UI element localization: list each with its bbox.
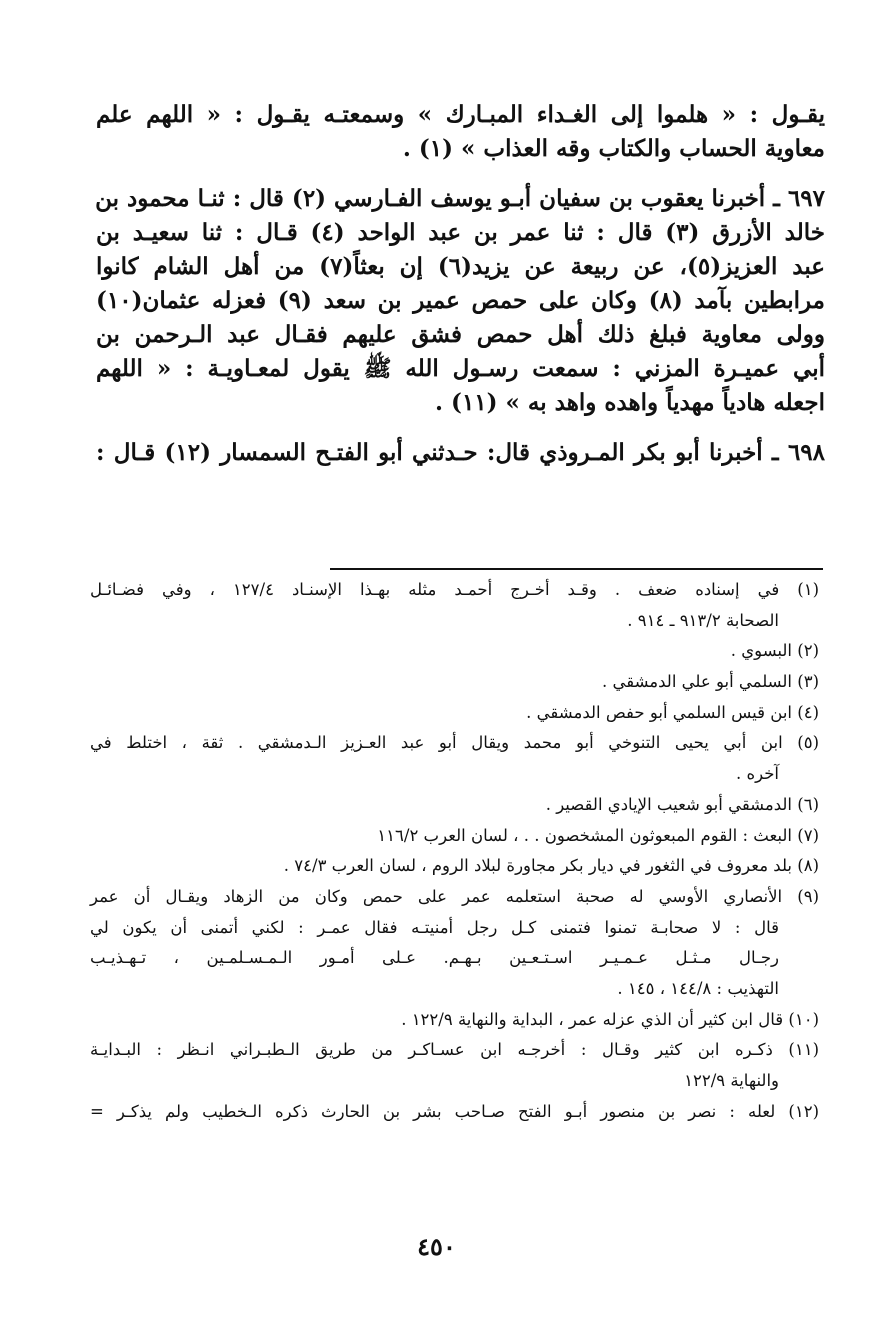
footnote-12: (١٢) لعله : نصر بن منصور أبـو الفتح صـاحب بشر بن الحارث ذكره الـخطيب ولم يذكـر =: [90, 1101, 819, 1121]
main-text: [96, 98, 825, 470]
footnote-6: (٦) الدمشقي أبو شعيب الإيادي القصير .: [545, 794, 819, 814]
hadith-697-line: ٦٩٧ ـ أخبرنا يعقوب بن سفيان أبـو يوسف الفـارسي (٢) قال : ثنـا محمود بن: [95, 185, 825, 212]
main-line: أبي عميـرة المزني : سمعت رسـول الله ﷺ يقول لمعـاويـة : « اللهم: [96, 355, 825, 382]
main-line: خالد الأزرق (٣) قال : ثنا عمر بن عبد الواحد (٤) قـال : ثنا سعيـد بن: [96, 219, 825, 246]
footnote-2: (٢) البسوي .: [730, 641, 819, 661]
main-line: يقـول : « هلموا إلى الغـداء المبـارك » وسمعتـه يقـول : « اللهم علم: [96, 101, 825, 128]
footnotes: [90, 575, 819, 1127]
footnote-1-cont: الصحابة ٩١٣/٢ ـ ٩١٤ .: [627, 610, 779, 630]
footnote-10: (١٠) قال ابن كثير أن الذي عزله عمر ، البداية والنهاية ١٢٢/٩ .: [401, 1009, 819, 1029]
footnote-9-cont: قال : لا صحابـة تمنوا فتمنى كـل رجل أمنيتـه فقال عمـر : لكني أتمنى أن يكون لي: [90, 917, 779, 937]
footnote-8: (٨) بلد معروف في الثغور في ديار بكر مجاورة لبلاد الروم ، لسان العرب ٧٤/٣ .: [283, 856, 819, 876]
main-line: معاوية الحساب والكتاب وقه العذاب » (١) .: [402, 135, 825, 162]
footnote-9-cont: التهذيب : ١٤٤/٨ ، ١٤٥ .: [617, 978, 779, 998]
main-line: وولى معاوية فبلغ ذلك أهل حمص فشق عليهم فقـال عبد الـرحمن بن: [96, 321, 825, 348]
hadith-698-line: ٦٩٨ ـ أخبرنا أبو بكر المـروذي قال: حـدثني أبو الفتـح السمسار (١٢) قـال :: [96, 439, 825, 466]
footnote-5-cont: آخره .: [735, 764, 779, 784]
footnote-divider: [330, 568, 823, 570]
main-line: عبد العزيز(٥)، عن ربيعة عن يزيد(٦) إن بعثاً(٧) من أهل الشام كانوا: [96, 253, 826, 280]
footnote-3: (٣) السلمي أبو علي الدمشقي .: [602, 672, 819, 692]
footnote-7: (٧) البعث : القوم المبعوثون المشخصون . . ، لسان العرب ١١٦/٢: [377, 825, 819, 845]
footnote-9: (٩) الأنصاري الأوسي له صحبة استعلمه عمر على حمص وكان من الزهاد ويقـال أن عمر: [90, 886, 819, 906]
main-line: مرابطين بآمد (٨) وكان على حمص عمير بن سعد (٩) فعزله عثمان(١٠): [96, 287, 825, 314]
footnote-4: (٤) ابن قيس السلمي أبو حفص الدمشقي .: [526, 702, 819, 722]
footnote-1: (١) في إسناده ضعف . وقـد أخـرج أحمـد مثله بهـذا الإسنـاد ١٢٧/٤ ، وفي فضـائـل: [90, 580, 819, 599]
page-number: ٤٥٠: [417, 1232, 456, 1261]
main-line: اجعله هادياً مهدياً واهده واهد به » (١١) .: [435, 389, 825, 416]
footnote-11: (١١) ذكـره ابن كثير وقـال : أخرجـه ابن عسـاكـر من طريق الـطبـراني انـظر : البـدايـة: [90, 1040, 819, 1060]
footnote-5: (٥) ابن أبي يحيى التنوخي أبو محمد ويقال أبو عبد العـزيز الـدمشقي . ثقة ، اختلط في: [90, 733, 819, 753]
footnote-11-cont: والنهاية ١٢٢/٩: [684, 1071, 779, 1090]
footnote-9-cont: رجـال مـثـل عـمـيـر اسـتـعـين بـهـم. عـلى أمـور الـمـسـلمـين ، تـهـذيـب: [90, 948, 779, 968]
